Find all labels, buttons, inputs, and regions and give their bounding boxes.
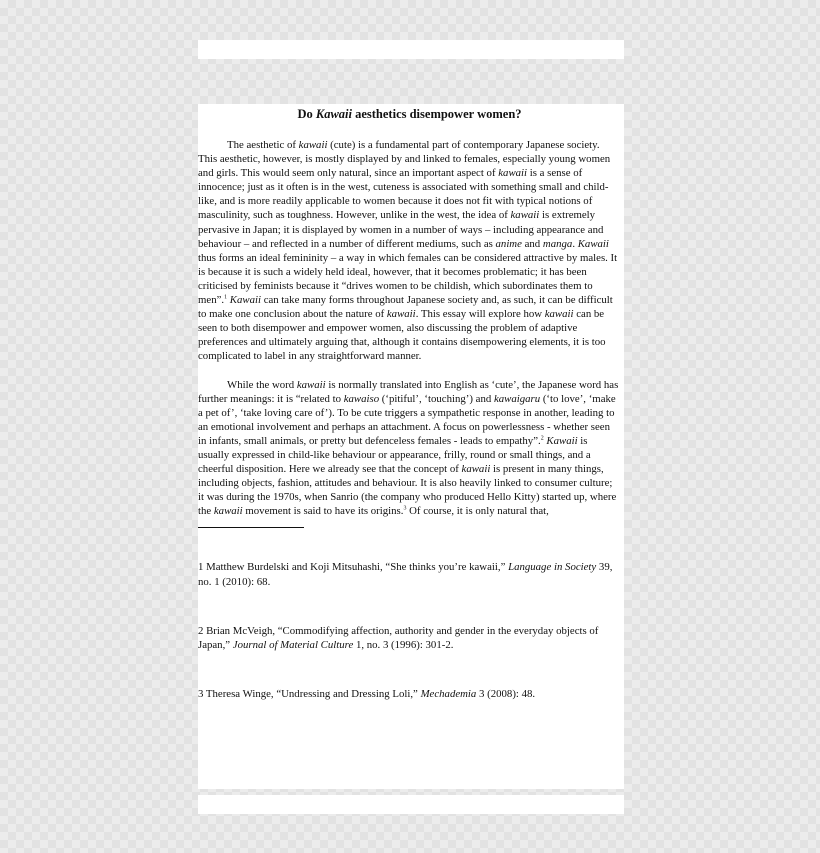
- page-strip-top: [198, 40, 624, 59]
- document-title: [198, 106, 621, 122]
- text-run: Of course, it is only natural that,: [406, 505, 549, 518]
- text-run: is extremely pervasive in Japan; it is displayed by women in a number of ways – including appearance and behaviour – and reflected in a number of different mediums, such as: [198, 209, 604, 250]
- title-suffix: aesthetics disempower women?: [351, 107, 522, 121]
- italic-term: Journal of Material Culture: [232, 638, 354, 651]
- text-run: .: [572, 237, 578, 250]
- text-run: is usually expressed in child-like behaviour or appearance, frilly, round or small things, and a cheerful disposition. Here we already see that the concept of: [198, 434, 591, 476]
- text-run: thus forms an ideal femininity – a way in which females can be considered attractive by males. It is because it is such a widely held ideal, however, that it becomes problematic; it has been criticised by feminists because it “drives women to be childish, which subordinates them to men”.: [198, 251, 618, 307]
- text-run: The aesthetic of: [227, 139, 299, 151]
- text-run: 39, no. 1 (2010): 68.: [198, 561, 613, 588]
- italic-term: Mechademia: [420, 687, 477, 700]
- text-run: 3 (2008): 48.: [476, 687, 536, 700]
- text-run: can be seen to both disempower and empower women, also discussing the problem of adaptive preferences and ultimately arguing that, although it contains disempowering elements, it is too complicated to label in any straightforward manner.: [198, 308, 606, 363]
- text-run: is a sense of innocence; just as it often is in the west, cuteness is associated with something small and child-like, and is more readily applicable to women because it does not fit with typical notions of masculinity, such as toughness. However, unlike in the west, the idea of: [198, 167, 609, 222]
- footnote-ref: 3: [403, 505, 407, 512]
- text-run: . This essay will explore how: [415, 308, 545, 321]
- italic-term: Kawaii: [229, 294, 261, 307]
- footnote-2: [198, 624, 621, 652]
- italic-term: manga: [542, 237, 573, 250]
- text-run: is present in many things, including objects, fashion, attitudes and behaviour. It is also heavily linked to consumer culture; it was during the 1970s, when Sanrio (the company who produced Hello Kitty) started up, where the: [198, 463, 617, 518]
- italic-term: kawaii: [498, 167, 528, 180]
- text-run: 2 Brian McVeigh, “Commodifying affection, authority and gender in the everyday objects of Japan,”: [198, 624, 599, 651]
- italic-term: kawaii: [544, 308, 574, 321]
- text-run: can take many forms throughout Japanese society and, as such, it can be difficult to make one conclusion about the nature of: [198, 294, 613, 321]
- italic-term: kawaii: [510, 209, 540, 222]
- text-run: (‘to love’, ‘make a pet of’, ‘take loving care of’). To be cute triggers a sympathetic response in another, leading to an emotional involvement and perhaps an attachment. A focus on powerlessness - whether seen in infants, small animals, or pretty but defenceless females - leads to empathy”.: [198, 392, 616, 447]
- text-run: While the word: [227, 378, 297, 391]
- title-prefix: Do: [297, 107, 316, 121]
- body-paragraph-1: [198, 138, 621, 364]
- title-italic: Kawaii: [315, 107, 352, 121]
- text-run: is normally translated into English as ‘cute’, the Japanese word has further meanings: it is “related to: [198, 378, 619, 405]
- italic-term: Kawaii: [546, 434, 578, 447]
- italic-term: kawaigaru: [493, 392, 541, 405]
- text-run: (cute) is a fundamental part of contemporary Japanese society. This aesthetic, however, is mostly displayed by and linked to females, especially young women and girls. This would seem only natural, since an important aspect of: [198, 139, 611, 180]
- text-run: 3 Theresa Winge, “Undressing and Dressing Loli,”: [198, 687, 421, 700]
- text-run: and: [521, 237, 543, 250]
- italic-term: anime: [495, 237, 522, 250]
- text-run: 1, no. 3 (1996): 301-2.: [353, 638, 454, 651]
- text-run: (‘pitiful’, ‘touching’) and: [379, 392, 494, 405]
- footnote-1: [198, 560, 621, 588]
- italic-term: kawaii: [298, 139, 328, 151]
- footnote-separator: [198, 527, 304, 528]
- italic-term: kawaiso: [343, 392, 380, 405]
- footnote-3: [198, 687, 621, 701]
- italic-term: kawaii: [386, 308, 416, 321]
- document-page: [198, 104, 624, 789]
- italic-term: Kawaii: [577, 237, 609, 250]
- italic-term: kawaii: [461, 463, 491, 476]
- italic-term: kawaii: [296, 378, 326, 391]
- italic-term: Language in Society: [508, 561, 597, 574]
- body-paragraph-2: [198, 378, 621, 519]
- italic-term: kawaii: [213, 505, 243, 518]
- page-strip-bottom: [198, 795, 624, 814]
- footnote-ref: 2: [540, 435, 544, 442]
- text-run: movement is said to have its origins.: [242, 505, 404, 518]
- text-run: 1 Matthew Burdelski and Koji Mitsuhashi, “She thinks you’re kawaii,”: [198, 561, 509, 574]
- footnote-ref: 1: [224, 294, 228, 301]
